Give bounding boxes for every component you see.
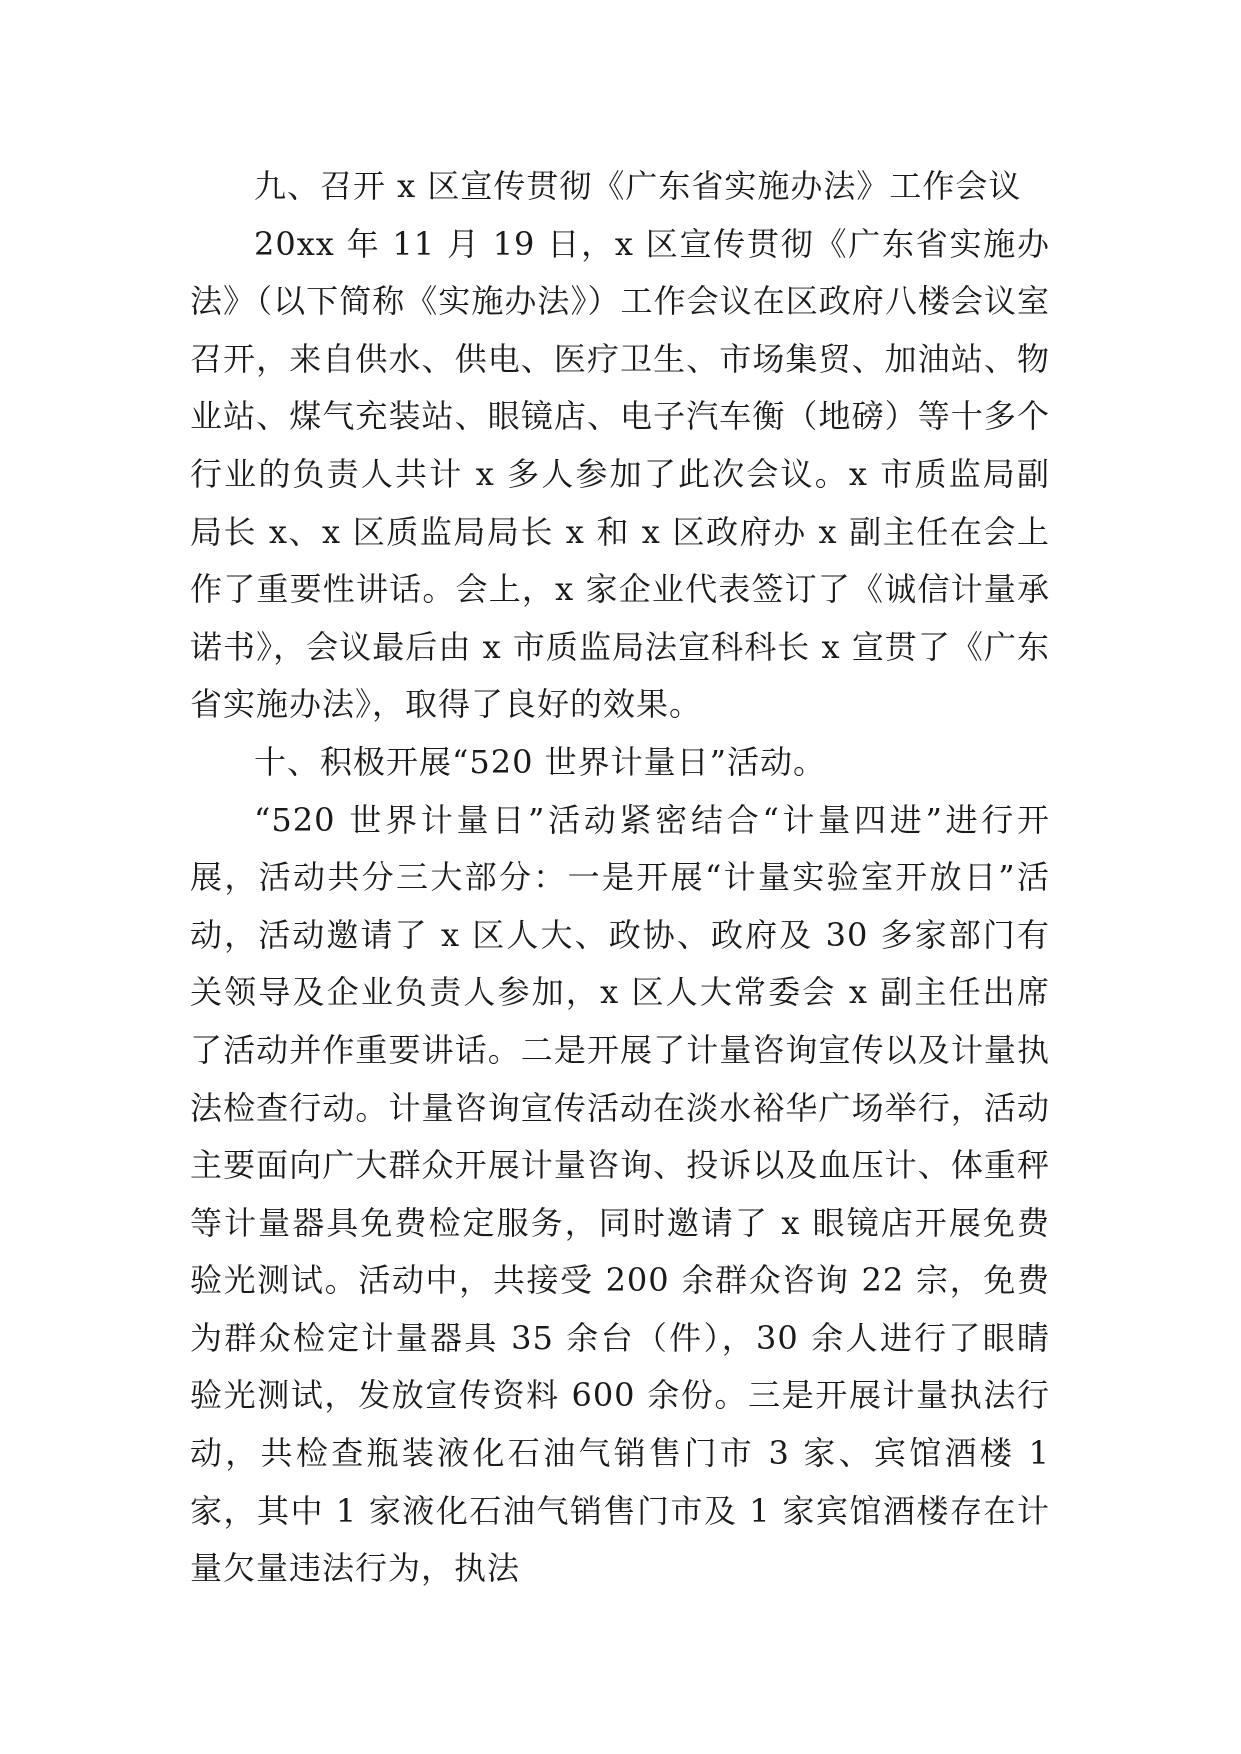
paragraph-meeting: 20xx 年 11 月 19 日，x 区宣传贯彻《广东省实施办法》（以下简称《实施办法》）工作会议在区政府八楼会议室召开，来自供水、供电、医疗卫生、市场集贸、加油站、物业站、煤气充装站、眼镜店、电子汽车衡（地磅）等十多个行业的负责人共计 x 多人参加了此次会议。x 市质监局副局长 x、x 区质监局局长 x 和 x 区政府办 x 副主任在会上作了重要性讲话。会上，x 家企业代表签订了《诚信计量承诺书》，会议最后由 x 市质监局法宣科科长 x 宣贯了《广东省实施办法》，取得了良好的效果。 xyxy=(190,224,1050,724)
paragraph-metrology-day: “520 世界计量日”活动紧密结合“计量四进”进行开展，活动共分三大部分：一是开展“计量实验室开放日”活动，活动邀请了 x 区人大、政协、政府及 30 多家部门有关领导及企业负责人参加，x 区人大常委会 x 副主任出席了活动并作重要讲话。二是开展了计量咨询宣传以及计量执法检查行动。计量咨询宣传活动在淡水裕华广场举行，活动主要面向广大群众开展计量咨询、投诉以及血压计、体重秤等计量器具免费检定服务，同时邀请了 x 眼镜店开展免费验光测试。活动中，共接受 200 余群众咨询 22 宗，免费为群众检定计量器具 35 余台（件），30 余人进行了眼睛验光测试，发放宣传资料 600 余份。三是开展计量执法行动，共检查瓶装液化石油气销售门市 3 家、宾馆酒楼 1 家，其中 1 家液化石油气销售门市及 1 家宾馆酒楼存在计量欠量违法行为，执法 xyxy=(190,800,1050,1588)
document-page xyxy=(190,158,1050,1598)
section-heading-ten: 十、积极开展“520 世界计量日”活动。 xyxy=(254,742,826,781)
section-heading-nine: 九、召开 x 区宣传贯彻《广东省实施办法》工作会议 xyxy=(254,167,1022,205)
